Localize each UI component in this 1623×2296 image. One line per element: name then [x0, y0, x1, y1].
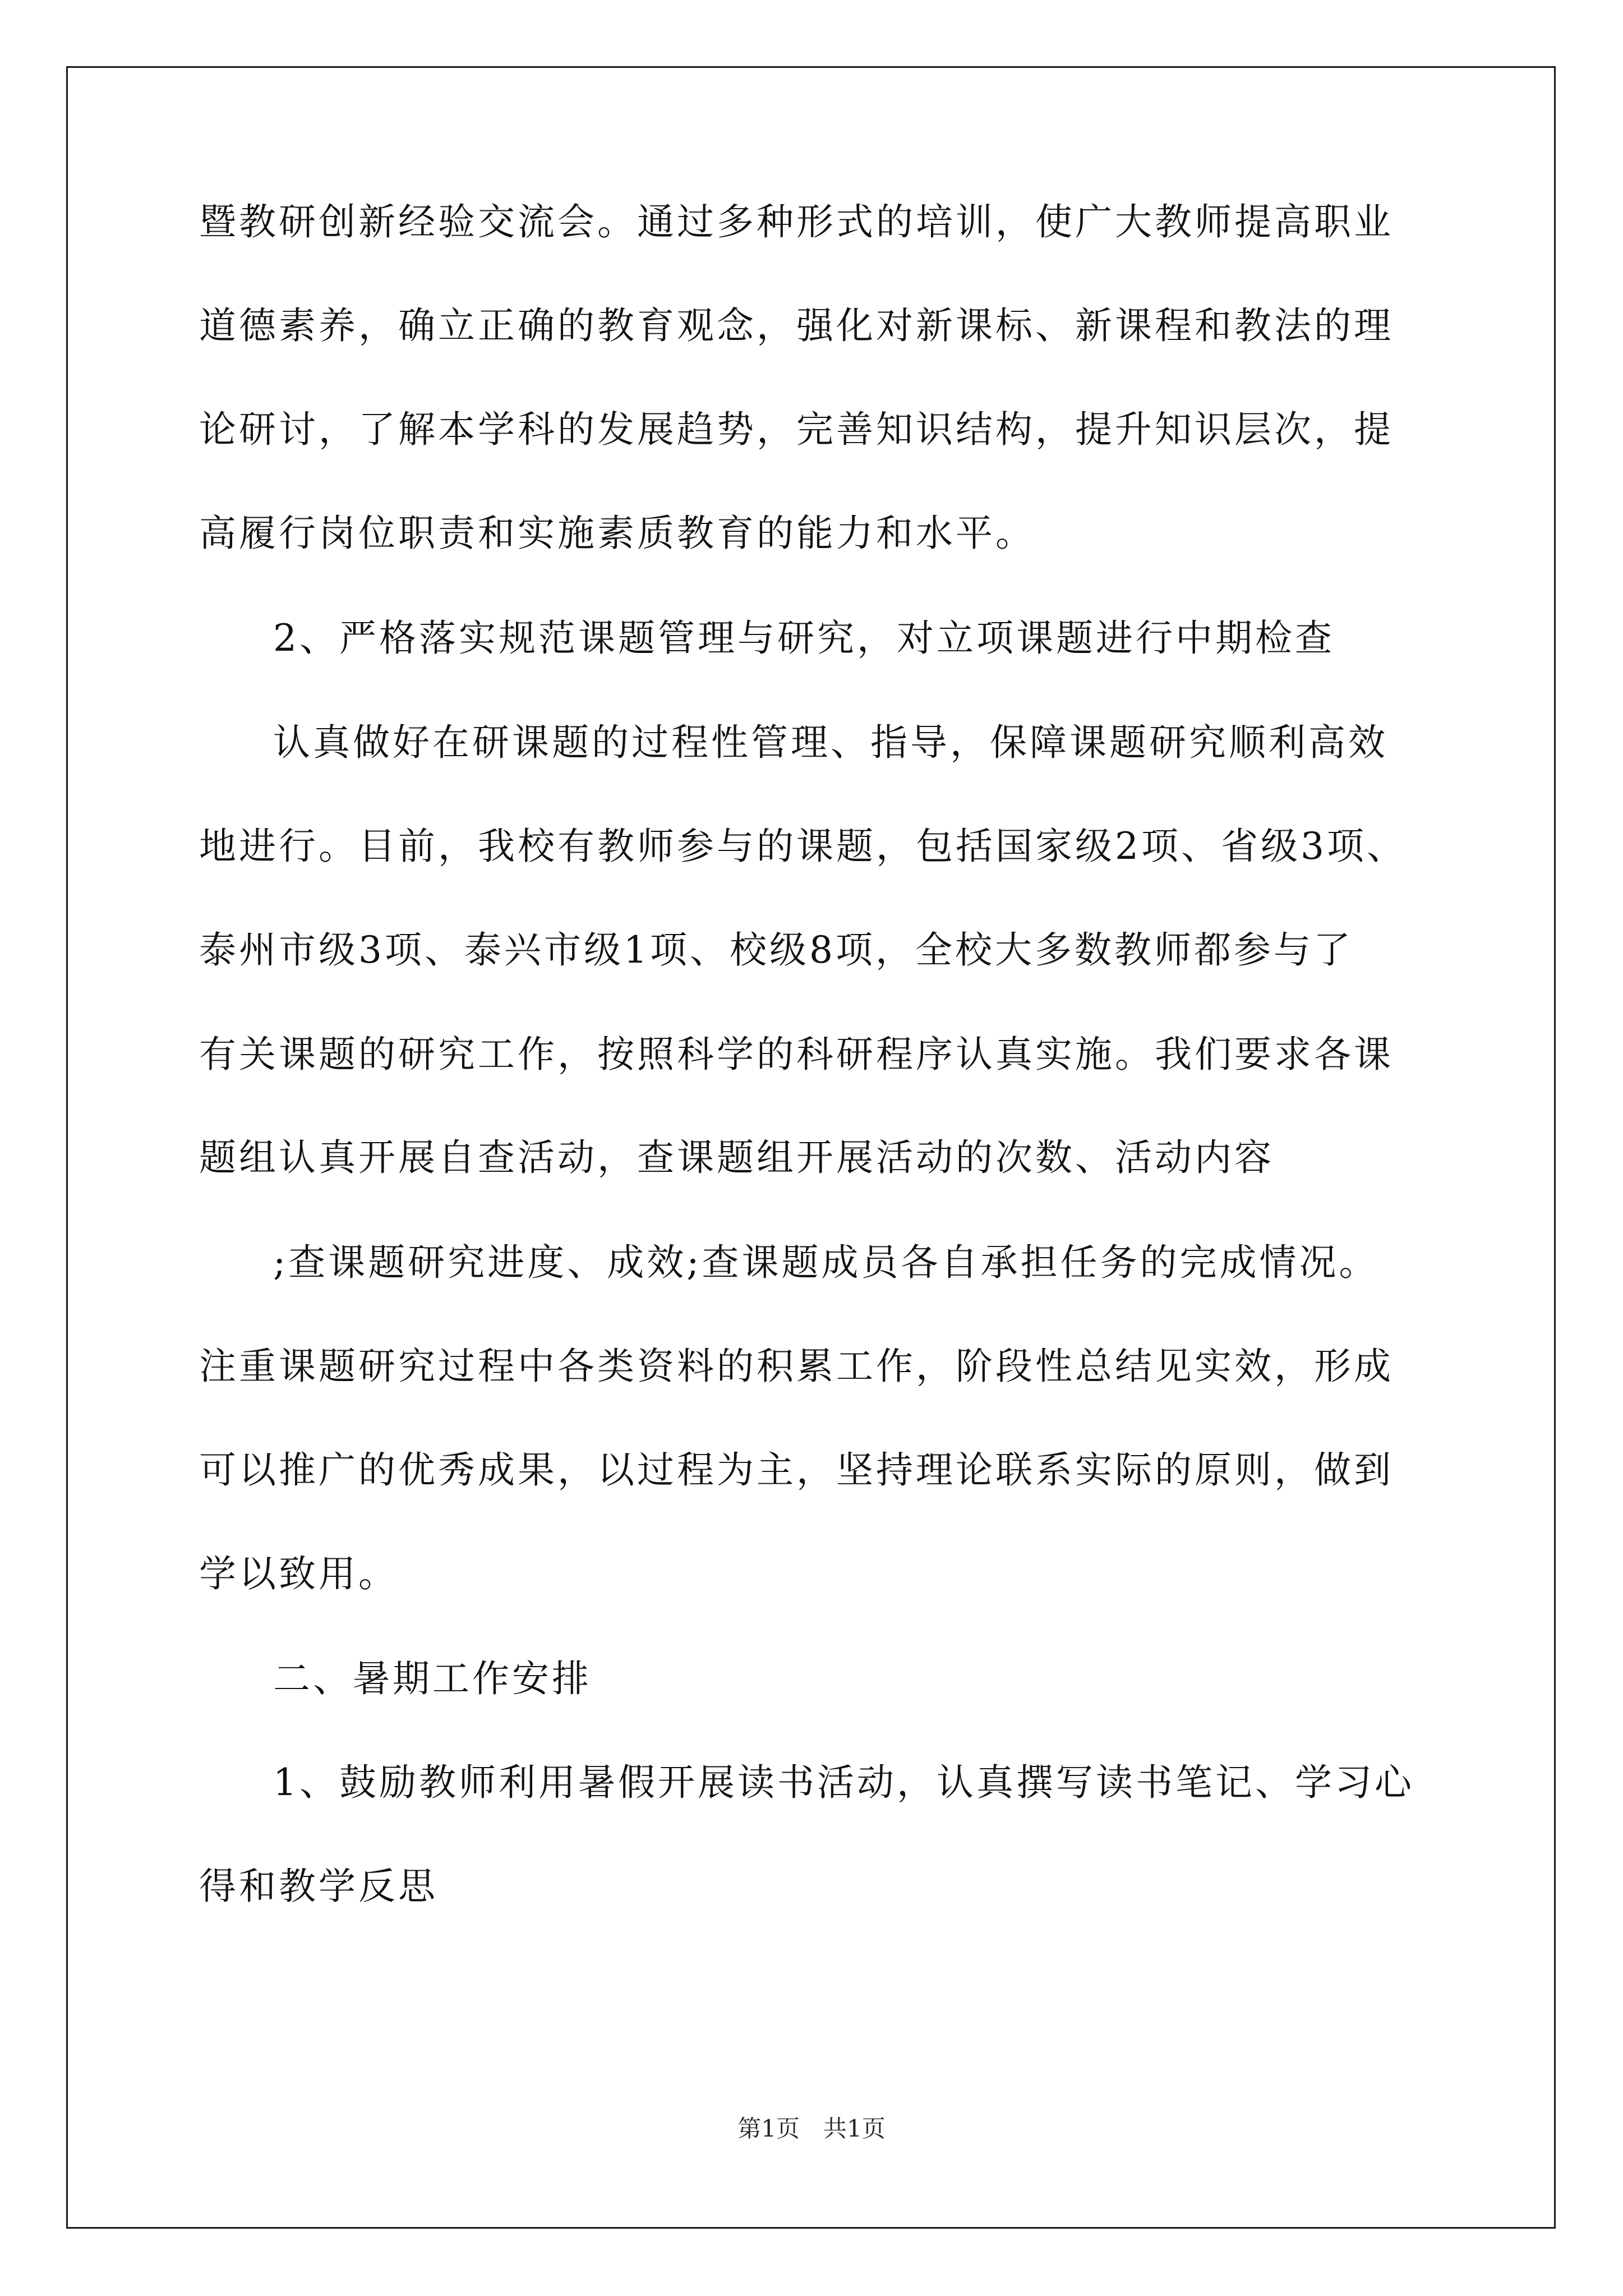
text-line-9: 有关课题的研究工作，按照科学的科研程序认真实施。我们要求各课 [199, 1033, 1394, 1076]
section-heading-summer: 二、暑期工作安排 [273, 1657, 592, 1700]
text-line-10: 题组认真开展自查活动，查课题组开展活动的次数、活动内容 [199, 1136, 1274, 1179]
text-line-1: 暨教研创新经验交流会。通过多种形式的培训，使广大教师提高职业 [199, 200, 1394, 243]
text-line-4: 高履行岗位职责和实施素质教育的能力和水平。 [199, 512, 1035, 555]
section-heading-2: 2、严格落实规范课题管理与研究，对立项课题进行中期检查 [273, 616, 1335, 660]
text-line-6: 认真做好在研课题的过程性管理、指导，保障课题研究顺利高效 [273, 721, 1388, 764]
text-line-12: 注重课题研究过程中各类资料的积累工作，阶段性总结见实效，形成 [199, 1345, 1394, 1388]
page-number-footer: 第1页 共1页 [737, 2115, 886, 2142]
text-line-3: 论研讨，了解本学科的发展趋势，完善知识结构，提升知识层次，提 [199, 408, 1394, 451]
text-line-7: 地进行。目前，我校有教师参与的课题，包括国家级2项、省级3项、 [199, 825, 1407, 868]
text-line-8: 泰州市级3项、泰兴市级1项、校级8项，全校大多数教师都参与了 [199, 928, 1353, 972]
text-line-2: 道德素养，确立正确的教育观念，强化对新课标、新课程和教法的理 [199, 304, 1394, 347]
text-line-17: 得和教学反思 [199, 1865, 438, 1908]
text-line-13: 可以推广的优秀成果，以过程为主，坚持理论联系实际的原则，做到 [199, 1448, 1394, 1492]
text-line-11: ;查课题研究进度、成效;查课题成员各自承担任务的完成情况。 [273, 1241, 1379, 1284]
text-line-14: 学以致用。 [199, 1552, 398, 1595]
text-line-16: 1、鼓励教师利用暑假开展读书活动，认真撰写读书笔记、学习心 [273, 1761, 1414, 1804]
